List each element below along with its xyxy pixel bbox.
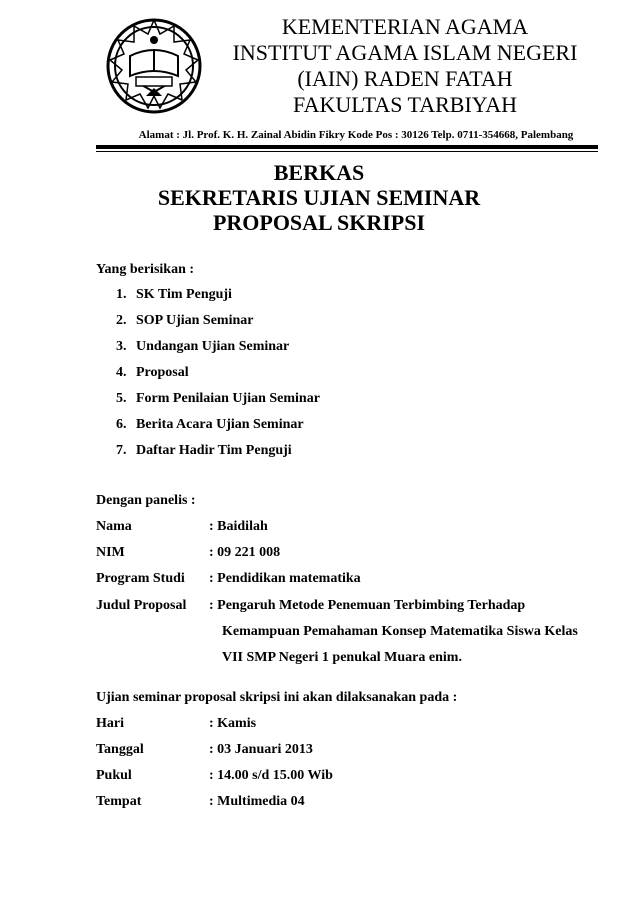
- list-item: SK Tim Penguji: [136, 287, 232, 302]
- date-label: Tanggal: [96, 742, 144, 757]
- place-label: Tempat: [96, 794, 142, 809]
- name-value: : Baidilah: [209, 519, 268, 534]
- list-item: SOP Ujian Seminar: [136, 313, 254, 328]
- panelist-heading: Dengan panelis :: [96, 493, 196, 508]
- day-label: Hari: [96, 716, 124, 731]
- title-line-2: SEKRETARIS UJIAN SEMINAR: [157, 185, 481, 210]
- list-item-number: 1.: [116, 287, 127, 302]
- list-item: Undangan Ujian Seminar: [136, 339, 290, 354]
- list-item: Berita Acara Ujian Seminar: [136, 417, 304, 432]
- list-item: Daftar Hadir Tim Penguji: [136, 443, 292, 458]
- document-title: [0, 160, 638, 235]
- letterhead-institute: INSTITUT AGAMA ISLAM NEGERI: [232, 40, 578, 65]
- list-item-number: 3.: [116, 339, 127, 354]
- list-item: Proposal: [136, 365, 189, 380]
- letterhead-divider-thin: [96, 151, 598, 152]
- proposal-title-value-line-1: : Pengaruh Metode Penemuan Terbimbing Terhadap: [209, 598, 526, 613]
- nim-value: : 09 221 008: [209, 545, 281, 560]
- letterhead-institution: [205, 14, 605, 118]
- list-item-number: 2.: [116, 313, 127, 328]
- place-value: : Multimedia 04: [209, 794, 305, 809]
- date-value: : 03 Januari 2013: [209, 742, 313, 757]
- list-item: Form Penilaian Ujian Seminar: [136, 391, 320, 406]
- list-item-number: 4.: [116, 365, 127, 380]
- letterhead-ministry: KEMENTERIAN AGAMA: [281, 14, 529, 39]
- contents-heading: Yang berisikan :: [96, 262, 195, 277]
- list-item-number: 6.: [116, 417, 127, 432]
- program-label: Program Studi: [96, 571, 185, 586]
- time-label: Pukul: [96, 768, 132, 783]
- proposal-title-value-line-2: Kemampuan Pemahaman Konsep Matematika Siswa Kelas: [222, 624, 578, 639]
- letterhead-divider-thick: [96, 145, 598, 149]
- nim-label: NIM: [96, 545, 125, 560]
- letterhead-institute-name: (IAIN) RADEN FATAH: [297, 66, 513, 91]
- time-value: : 14.00 s/d 15.00 Wib: [209, 768, 333, 783]
- schedule-heading: Ujian seminar proposal skripsi ini akan dilaksanakan pada :: [96, 690, 458, 705]
- title-line-1: BERKAS: [273, 160, 365, 185]
- letterhead-address: Alamat : Jl. Prof. K. H. Zainal Abidin Fikry Kode Pos : 30126 Telp. 0711-354668, Palembang: [138, 129, 574, 141]
- name-label: Nama: [96, 519, 132, 534]
- title-line-3: PROPOSAL SKRIPSI: [212, 210, 426, 235]
- proposal-title-value-line-3: VII SMP Negeri 1 penukal Muara enim.: [222, 650, 462, 665]
- proposal-title-label: Judul Proposal: [96, 598, 187, 613]
- letterhead-faculty: FAKULTAS TARBIYAH: [292, 92, 518, 117]
- list-item-number: 5.: [116, 391, 127, 406]
- day-value: : Kamis: [209, 716, 257, 731]
- list-item-number: 7.: [116, 443, 127, 458]
- iain-raden-fatah-emblem-icon: [100, 14, 208, 118]
- program-value: : Pendidikan matematika: [209, 571, 361, 586]
